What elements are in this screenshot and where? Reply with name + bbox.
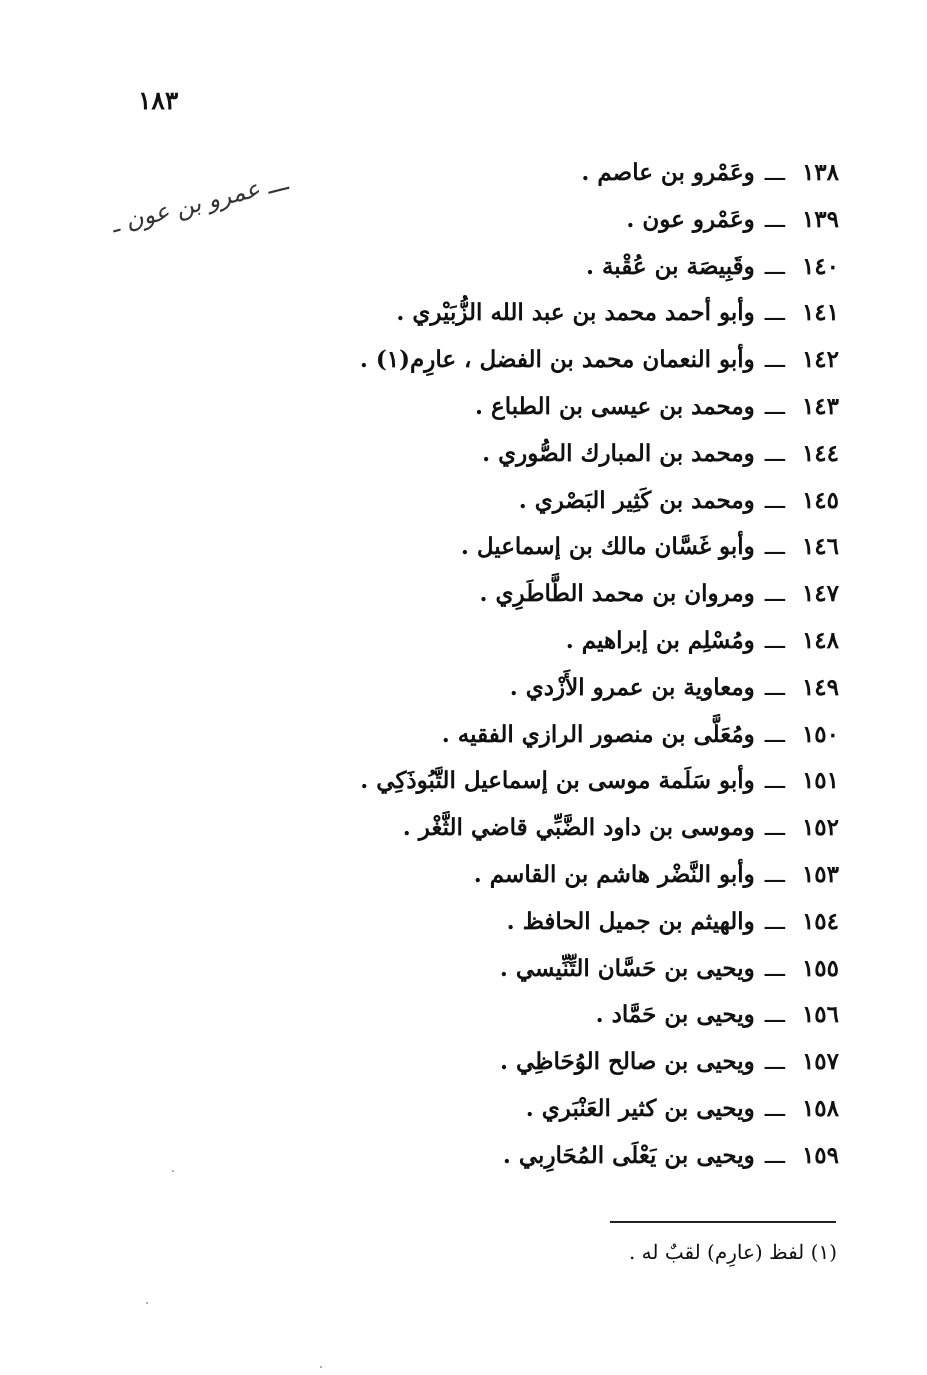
entry-text: ومُعَلَّى بن منصور الرازي الفقيه . bbox=[441, 720, 755, 748]
entry-dash: ـــ bbox=[764, 160, 785, 186]
footnote-separator bbox=[610, 1221, 836, 1223]
list-item bbox=[279, 337, 839, 384]
entry-dash: ـــ bbox=[764, 393, 785, 420]
entry-number: ١٥٤ bbox=[801, 907, 839, 935]
entry-number: ١٤٦ bbox=[801, 533, 839, 561]
entry-dash: ـــ bbox=[764, 955, 785, 982]
list-item bbox=[279, 852, 839, 899]
list-item bbox=[279, 150, 839, 197]
entry-text: ويحيى بن صالح الوُحَاظِي . bbox=[499, 1048, 755, 1076]
entry-dash: ـــ bbox=[764, 721, 785, 748]
entry-dash: ـــ bbox=[764, 1002, 785, 1029]
entry-dash: ـــ bbox=[764, 1142, 785, 1169]
entry-number: ١٥٩ bbox=[801, 1141, 839, 1169]
entry-number: ١٥٣ bbox=[801, 860, 839, 888]
entry-dash: ـــ bbox=[764, 440, 785, 467]
entry-number: ١٤٠ bbox=[801, 252, 839, 280]
entry-dash: ـــ bbox=[764, 300, 785, 327]
entry-number: ١٥٢ bbox=[801, 814, 839, 842]
entry-text: ومحمد بن عيسى بن الطباع . bbox=[474, 392, 755, 420]
list-item bbox=[279, 478, 839, 525]
entry-number: ١٤٢ bbox=[801, 346, 839, 374]
entry-dash: ـــ bbox=[764, 861, 785, 888]
entry-number: ١٥٦ bbox=[801, 1001, 839, 1029]
entry-text: وعَمْرو بن عاصم . bbox=[581, 159, 755, 186]
entry-number: ١٣٨ bbox=[801, 159, 839, 186]
entry-text: ومحمد بن كَثِير البَصْري . bbox=[518, 486, 755, 514]
footnote: (١) لفظ (عارِم) لقبٌ له . bbox=[628, 1240, 837, 1264]
list-item bbox=[279, 805, 839, 852]
entry-text: ومحمد بن المبارك الصُّوري . bbox=[482, 439, 755, 467]
entry-text: وموسى بن داود الضَّبِّي قاضي الثَّغْر . bbox=[402, 814, 755, 842]
list-item bbox=[279, 524, 839, 571]
entry-dash: ـــ bbox=[764, 206, 785, 233]
entry-dash: ـــ bbox=[764, 253, 785, 280]
entry-text: وأبو سَلَمة موسى بن إسماعيل التَّبُوذَكِي . bbox=[360, 767, 755, 795]
page-number: ١٨٣ bbox=[138, 86, 179, 115]
entry-number: ١٤٣ bbox=[801, 392, 839, 420]
scan-speck bbox=[172, 1170, 174, 1172]
list-item bbox=[279, 758, 839, 805]
entry-number: ١٤٧ bbox=[801, 580, 839, 608]
entry-text: وأبو النعمان محمد بن الفضل ، عارِم(١) . bbox=[359, 346, 755, 374]
entry-number: ١٥١ bbox=[801, 767, 839, 795]
list-item bbox=[279, 712, 839, 759]
entry-text: ومعاوية بن عمرو الأَزْدي . bbox=[509, 673, 755, 701]
list-item bbox=[279, 946, 839, 993]
entry-dash: ـــ bbox=[764, 487, 785, 514]
entry-number: ١٤٨ bbox=[801, 626, 839, 654]
entry-text: وقَبِيصَة بن عُقْبة . bbox=[585, 252, 755, 280]
scan-speck bbox=[320, 1366, 322, 1368]
entry-number: ١٣٩ bbox=[801, 205, 839, 233]
scan-speck bbox=[146, 1302, 148, 1304]
entry-number: ١٤٩ bbox=[801, 673, 839, 701]
entry-text: ومُسْلِم بن إبراهيم . bbox=[565, 626, 755, 654]
entry-dash: ـــ bbox=[764, 1095, 785, 1122]
list-item bbox=[279, 665, 839, 712]
entry-number: ١٥٠ bbox=[801, 720, 839, 748]
entry-number: ١٥٨ bbox=[801, 1094, 839, 1122]
entry-text: وأبو النَّضْر هاشم بن القاسم . bbox=[473, 860, 755, 888]
narrator-list bbox=[279, 150, 839, 1180]
entry-text: ويحيى بن حَسَّان التِّنِّيسي . bbox=[499, 954, 755, 982]
entry-dash: ـــ bbox=[764, 347, 785, 374]
list-item bbox=[279, 244, 839, 291]
entry-number: ١٥٥ bbox=[801, 954, 839, 982]
entry-number: ١٥٧ bbox=[801, 1048, 839, 1076]
entry-number: ١٤١ bbox=[801, 299, 839, 327]
entry-text: وأبو أحمد محمد بن عبد الله الزُّبَيْري . bbox=[396, 299, 755, 327]
entry-dash: ـــ bbox=[764, 768, 785, 795]
entry-text: والهيثم بن جميل الحافظ . bbox=[506, 907, 755, 935]
list-item bbox=[279, 384, 839, 431]
entry-dash: ـــ bbox=[764, 627, 785, 654]
entry-number: ١٤٤ bbox=[801, 439, 839, 467]
entry-dash: ـــ bbox=[764, 534, 785, 561]
entry-dash: ـــ bbox=[764, 674, 785, 701]
list-item bbox=[279, 571, 839, 618]
list-item bbox=[279, 1133, 839, 1180]
entry-dash: ـــ bbox=[764, 815, 785, 842]
entry-dash: ـــ bbox=[764, 908, 785, 935]
list-item bbox=[279, 992, 839, 1039]
entry-text: ويحيى بن حَمَّاد . bbox=[595, 1001, 755, 1029]
entry-text: ويحيى بن يَعْلَى المُحَارِبي . bbox=[502, 1141, 755, 1169]
list-item bbox=[279, 197, 839, 244]
entry-text: وأبو غَسَّان مالك بن إسماعيل . bbox=[460, 533, 755, 561]
list-item bbox=[279, 1086, 839, 1133]
entry-text: ومروان بن محمد الطَّاطَرِي . bbox=[479, 580, 755, 608]
entry-text: ويحيى بن كثير العَنْبَري . bbox=[525, 1094, 755, 1122]
entry-dash: ـــ bbox=[764, 581, 785, 608]
handwritten-margin-note: ـــ عمرو بن عون ـ bbox=[108, 167, 291, 239]
list-item bbox=[279, 431, 839, 478]
entry-dash: ـــ bbox=[764, 1049, 785, 1076]
list-item bbox=[279, 899, 839, 946]
list-item bbox=[279, 618, 839, 665]
entry-text: وعَمْرو عون . bbox=[626, 205, 755, 233]
list-item bbox=[279, 1039, 839, 1086]
list-item bbox=[279, 290, 839, 337]
entry-number: ١٤٥ bbox=[801, 486, 839, 514]
